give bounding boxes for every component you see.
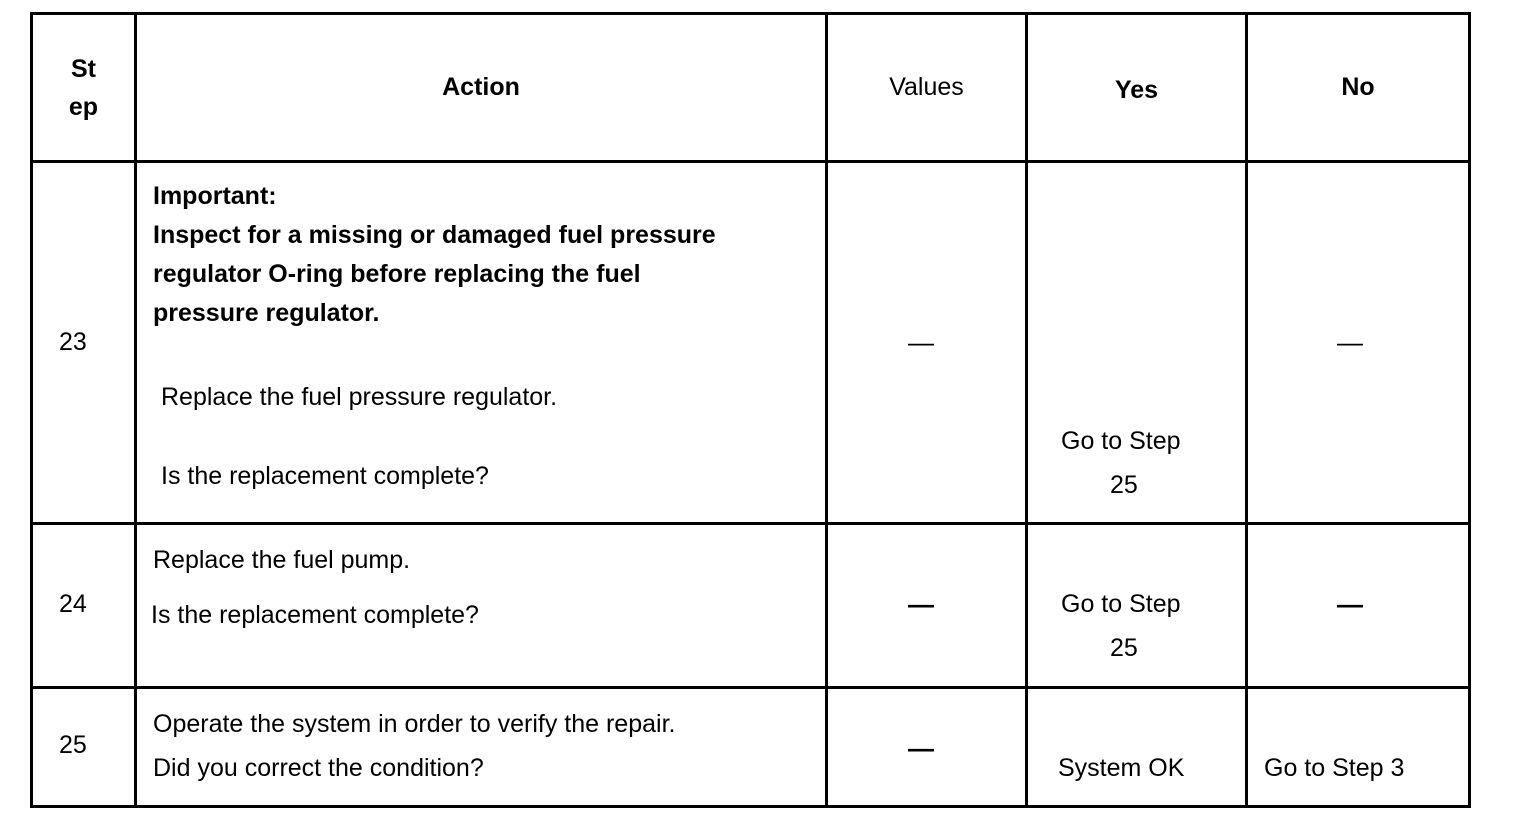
table-row: [32, 688, 1470, 807]
step-cell: [32, 162, 136, 524]
important-label: Important:: [153, 182, 277, 210]
values-cell: [827, 162, 1027, 524]
header-yes-label: Yes: [1114, 76, 1159, 104]
header-step-line1: St: [71, 54, 96, 83]
header-action: Action: [136, 14, 827, 162]
step-cell: [32, 688, 136, 807]
header-row: [32, 14, 1470, 162]
diagnostic-table: [30, 12, 1471, 808]
no-cell: [1247, 524, 1470, 688]
header-step: [32, 14, 136, 162]
step-number: 24: [59, 590, 87, 618]
no-text: Go to Step 3: [1264, 754, 1405, 782]
action-line: Is the replacement complete?: [161, 462, 489, 490]
action-line: Did you correct the condition?: [153, 754, 484, 782]
action-line: Replace the fuel pressure regulator.: [161, 383, 558, 411]
values-cell: [827, 688, 1027, 807]
yes-cell: [1027, 688, 1247, 807]
no-cell: [1247, 162, 1470, 524]
values-dash: —: [908, 733, 934, 763]
step-number: 23: [59, 328, 87, 356]
yes-line2: 25: [1110, 471, 1138, 499]
values-dash: —: [908, 589, 934, 619]
step-cell: [32, 524, 136, 688]
action-cell: [136, 688, 827, 807]
yes-text: System OK: [1058, 754, 1185, 782]
yes-cell: [1027, 524, 1247, 688]
action-line: Replace the fuel pump.: [153, 546, 411, 574]
step-number: 25: [59, 731, 87, 759]
action-cell: [136, 524, 827, 688]
yes-line1: Go to Step: [1061, 427, 1181, 455]
important-line: regulator O-ring before replacing the fuel: [153, 260, 641, 288]
yes-line2: 25: [1110, 634, 1138, 662]
header-step-line2: ep: [68, 92, 99, 121]
action-line: Is the replacement complete?: [151, 601, 479, 629]
important-line: pressure regulator.: [153, 299, 380, 327]
no-cell: [1247, 688, 1470, 807]
action-cell: [136, 162, 827, 524]
table-row: [32, 524, 1470, 688]
header-no: No: [1247, 14, 1470, 162]
no-dash: —: [1337, 589, 1363, 619]
yes-cell: [1027, 162, 1247, 524]
no-dash: —: [1337, 327, 1363, 357]
table-row: [32, 162, 1470, 524]
values-dash: —: [908, 327, 934, 357]
values-cell: [827, 524, 1027, 688]
header-values: Values: [827, 14, 1027, 162]
header-yes: [1027, 14, 1247, 162]
important-line: Inspect for a missing or damaged fuel pressure: [153, 221, 716, 249]
action-line: Operate the system in order to verify the repair.: [153, 710, 676, 738]
yes-line1: Go to Step: [1061, 590, 1181, 618]
